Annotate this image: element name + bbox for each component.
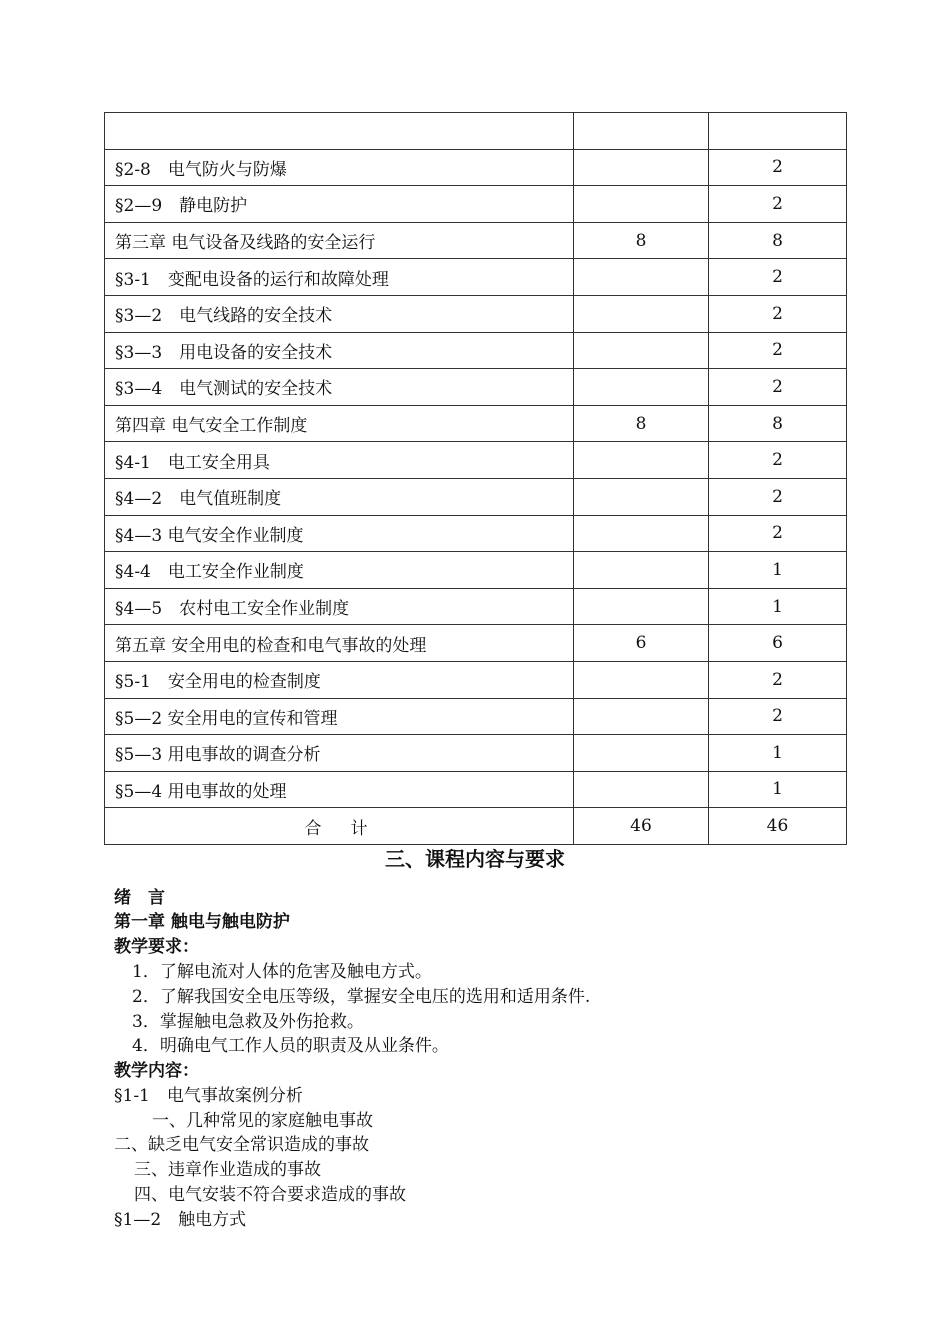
total-hours-cell: 8 — [709, 222, 847, 259]
topic-cell: 第四章 电气安全工作制度 — [105, 405, 574, 442]
table-row — [105, 186, 847, 223]
topic-cell: §5—2 安全用电的宣传和管理 — [105, 698, 574, 735]
total-hours-cell: 2 — [709, 259, 847, 296]
topic-cell: §3—2 电气线路的安全技术 — [105, 295, 574, 332]
requirement-item: 2．了解我国安全电压等级，掌握安全电压的选用和适用条件. — [132, 987, 591, 1007]
total-theory-cell: 46 — [574, 808, 709, 845]
requirements-heading: 教学要求： — [114, 937, 199, 957]
table-row — [105, 735, 847, 772]
theory-hours-cell — [574, 661, 709, 698]
content-item: 四、电气安装不符合要求造成的事故 — [134, 1185, 406, 1205]
topic-cell: §3—4 电气测试的安全技术 — [105, 369, 574, 406]
theory-hours-cell — [574, 113, 709, 150]
theory-hours-cell — [574, 478, 709, 515]
theory-hours-cell — [574, 698, 709, 735]
theory-hours-cell — [574, 771, 709, 808]
table-row — [105, 552, 847, 589]
content-item: 三、违章作业造成的事故 — [134, 1160, 321, 1180]
total-hours-cell: 1 — [709, 588, 847, 625]
table-row — [105, 259, 847, 296]
total-hours-cell: 2 — [709, 295, 847, 332]
total-row — [105, 808, 847, 845]
intro-heading: 绪 言 — [114, 888, 165, 908]
topic-cell: §4—3 电气安全作业制度 — [105, 515, 574, 552]
table-row — [105, 442, 847, 479]
table-row — [105, 369, 847, 406]
topic-cell: §2-8 电气防火与防爆 — [105, 149, 574, 186]
section-heading: §1-1 电气事故案例分析 — [114, 1086, 303, 1106]
theory-hours-cell — [574, 552, 709, 589]
table-row — [105, 149, 847, 186]
requirement-item: 1．了解电流对人体的危害及触电方式。 — [132, 962, 432, 982]
total-hours-cell: 2 — [709, 186, 847, 223]
content-item: 一、几种常见的家庭触电事故 — [152, 1111, 373, 1131]
theory-hours-cell: 8 — [574, 405, 709, 442]
section-heading: §1—2 触电方式 — [114, 1210, 247, 1230]
chapter-heading: 第一章 触电与触电防护 — [114, 912, 290, 932]
table-row — [105, 515, 847, 552]
topic-cell: 第五章 安全用电的检查和电气事故的处理 — [105, 625, 574, 662]
topic-cell: §4—2 电气值班制度 — [105, 478, 574, 515]
topic-cell: §5—4 用电事故的处理 — [105, 771, 574, 808]
total-hours-cell: 2 — [709, 698, 847, 735]
table-row — [105, 588, 847, 625]
theory-hours-cell — [574, 588, 709, 625]
total-hours-cell: 2 — [709, 478, 847, 515]
total-hours-cell: 2 — [709, 515, 847, 552]
table-row — [105, 478, 847, 515]
total-hours-cell: 2 — [709, 369, 847, 406]
topic-cell: §4-1 电工安全用具 — [105, 442, 574, 479]
topic-cell: §2—9 静电防护 — [105, 186, 574, 223]
table-row — [105, 698, 847, 735]
requirement-item: 3．掌握触电急救及外伤抢救。 — [132, 1012, 364, 1032]
theory-hours-cell — [574, 369, 709, 406]
topic-cell: §3-1 变配电设备的运行和故障处理 — [105, 259, 574, 296]
content-heading: 教学内容： — [114, 1061, 199, 1081]
theory-hours-cell — [574, 442, 709, 479]
table-row — [105, 113, 847, 150]
total-hours-cell: 8 — [709, 405, 847, 442]
total-hours-cell — [709, 113, 847, 150]
theory-hours-cell — [574, 295, 709, 332]
theory-hours-cell — [574, 332, 709, 369]
theory-hours-cell — [574, 515, 709, 552]
theory-hours-cell — [574, 259, 709, 296]
content-item: 二、缺乏电气安全常识造成的事故 — [114, 1135, 369, 1155]
topic-cell: §5-1 安全用电的检查制度 — [105, 661, 574, 698]
topic-cell: §5—3 用电事故的调查分析 — [105, 735, 574, 772]
total-hours-cell: 2 — [709, 149, 847, 186]
total-hours-cell: 46 — [709, 808, 847, 845]
table-row — [105, 295, 847, 332]
theory-hours-cell — [574, 186, 709, 223]
total-hours-cell: 2 — [709, 332, 847, 369]
total-hours-cell: 1 — [709, 771, 847, 808]
topic-cell — [105, 113, 574, 150]
theory-hours-cell: 8 — [574, 222, 709, 259]
theory-hours-cell — [574, 149, 709, 186]
table-row — [105, 332, 847, 369]
table-row — [105, 661, 847, 698]
topic-cell: §4-4 电工安全作业制度 — [105, 552, 574, 589]
total-hours-cell: 2 — [709, 661, 847, 698]
total-label-cell: 合 计 — [105, 808, 574, 845]
requirement-item: 4．明确电气工作人员的职责及从业条件。 — [132, 1036, 449, 1056]
total-hours-cell: 1 — [709, 552, 847, 589]
theory-hours-cell — [574, 735, 709, 772]
topic-cell: 第三章 电气设备及线路的安全运行 — [105, 222, 574, 259]
topic-cell: §4—5 农村电工安全作业制度 — [105, 588, 574, 625]
total-hours-cell: 2 — [709, 442, 847, 479]
course-hours-table — [104, 112, 847, 845]
topic-cell: §3—3 用电设备的安全技术 — [105, 332, 574, 369]
table-row — [105, 625, 847, 662]
section-title: 三、课程内容与要求 — [385, 847, 565, 871]
table-row — [105, 222, 847, 259]
total-hours-cell: 1 — [709, 735, 847, 772]
total-hours-cell: 6 — [709, 625, 847, 662]
theory-hours-cell: 6 — [574, 625, 709, 662]
table-row — [105, 771, 847, 808]
table-row — [105, 405, 847, 442]
